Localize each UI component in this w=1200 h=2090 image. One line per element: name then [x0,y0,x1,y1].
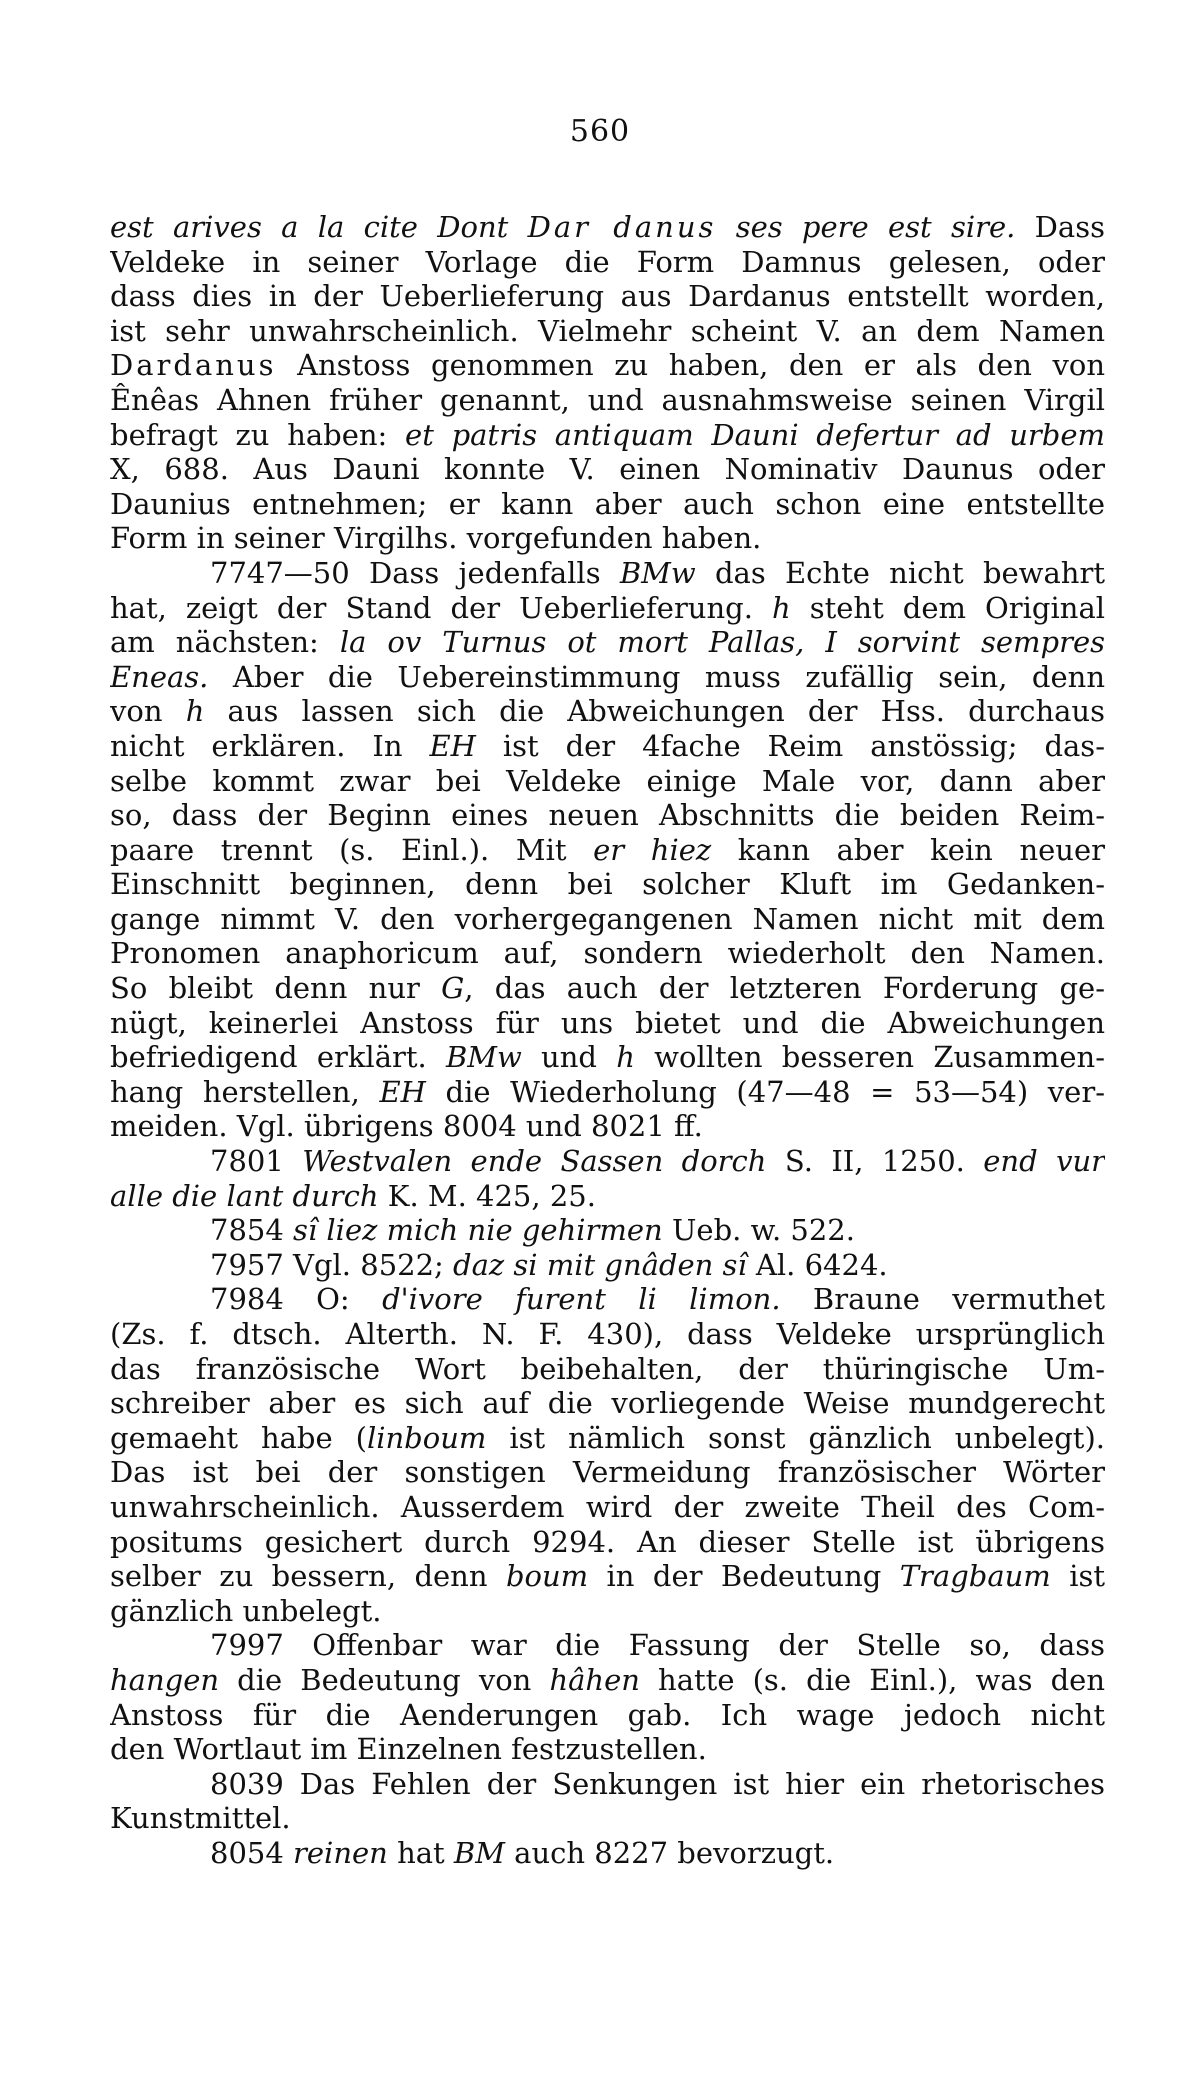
text-run: den Wortlaut im Einzelnen festzustellen. [110,1732,707,1767]
text-run: hatte (s. die Einl.), was den [639,1662,1105,1697]
text-line [110,1594,1105,1629]
text-run: 8039 Das Fehlen der Senkungen ist hier ein rhetorisches [210,1766,1105,1801]
text-line [110,383,1105,418]
text-run: 7957 Vgl. 8522; [210,1247,454,1282]
text-line [110,1386,1105,1421]
text-line [110,1767,1105,1802]
text-run: ist sehr unwahrscheinlich. Vielmehr scheint V. an dem Namen [110,313,1105,348]
italic-text: Tragbaum [899,1559,1051,1594]
text-line [110,521,1105,556]
text-line [110,660,1105,695]
text-run: das Echte nicht bewahrt [695,555,1105,590]
text-run: Form in seiner Virgilhs. vorgefunden haben. [110,521,762,556]
text-line [110,1698,1105,1733]
text-run: ist [1050,1559,1105,1594]
text-run: Braune vermuthet [780,1282,1105,1317]
commentary-text [110,210,1105,1871]
text-line [110,487,1105,522]
text-run: das französische Wort beibehalten, der thüringische Um- [110,1351,1105,1386]
text-run: kann aber kein neuer [711,832,1105,867]
text-line [110,1525,1105,1560]
text-run: (Zs. f. dtsch. Alterth. N. F. 430), dass Veldeke ursprünglich [110,1317,1105,1351]
text-run: gänzlich unbelegt. [110,1593,382,1628]
text-run: Dardanus [110,348,277,383]
italic-text: daz si mit gnâden sî [453,1247,747,1282]
text-run: So bleibt denn nur [110,971,442,1006]
text-line [110,798,1105,833]
text-run: Veldeke in seiner Vorlage die Form Damnus gelesen, oder [110,244,1105,279]
text-line [110,1317,1105,1352]
text-run: S. II, 1250. [766,1144,984,1179]
text-run: gange nimmt V. den vorhergegangenen Namen nicht mit dem [110,901,1105,936]
italic-text: h [185,694,205,729]
text-run: Anstoss genommen zu haben, den er als den von [276,348,1105,383]
text-line [110,1421,1105,1456]
text-run: die Wiederholung (47—48 = 53—54) ver- [425,1074,1105,1109]
italic-text: hangen [110,1662,220,1697]
text-run: selber zu bessern, denn [110,1559,506,1594]
text-line [110,1801,1105,1836]
italic-text: Westvalen ende Sassen dorch [302,1144,767,1179]
text-run: steht dem Original [790,590,1105,625]
italic-text: hâhen [549,1662,640,1697]
text-run: unwahrscheinlich. Ausserdem wird der zweite Theil des Com- [110,1489,1105,1524]
page-number: 560 [569,114,631,149]
text-line [110,971,1105,1006]
text-run: die Bedeutung von [219,1662,550,1697]
text-run: am nächsten: [110,625,340,660]
text-line [110,556,1105,591]
text-line [110,764,1105,799]
text-line [110,729,1105,764]
text-run: von [110,694,186,729]
text-run: und [521,1040,617,1075]
text-run: auch 8227 bevorzugt. [504,1835,835,1870]
text-run: nügt, keinerlei Anstoss für uns bietet und die Abweichungen [110,1005,1105,1040]
text-line [110,314,1105,349]
text-line [110,867,1105,902]
text-run: , das auch der letzteren Forderung ge- [464,971,1105,1006]
text-line [110,936,1105,971]
text-line [110,418,1105,453]
text-line [110,1628,1105,1663]
italic-text: Eneas. [110,659,209,694]
text-line [110,833,1105,868]
italic-text: EH [429,728,476,763]
text-run: aus lassen sich die Abweichungen der Hss. durchaus [204,694,1105,729]
text-run: Al. 6424. [746,1247,888,1282]
italic-text: la ov Turnus ot mort Pallas, I sorvint sempres [339,625,1105,660]
italic-text: G [441,971,465,1006]
text-run: hang herstellen, [110,1074,380,1109]
text-run: Daunius entnehmen; er kann aber auch schon eine entstellte [110,486,1105,521]
text-line [110,1559,1105,1594]
text-run: in der Bedeutung [588,1559,900,1594]
text-line [110,902,1105,937]
text-line [110,1836,1105,1871]
italic-text: Dar danus [527,210,717,244]
text-run: Kunstmittel. [110,1801,291,1836]
text-line [110,279,1105,314]
italic-text: BM [453,1835,505,1870]
italic-text: er hiez [593,832,712,867]
text-run: gemaeht habe ( [110,1420,367,1455]
text-run: 7854 [210,1213,294,1248]
text-run: positums gesichert durch 9294. An dieser Stelle ist übrigens [110,1524,1105,1559]
italic-text: BMw [445,1040,522,1075]
text-run: hat [387,1835,454,1870]
text-line [110,1352,1105,1387]
italic-text: et patris antiquam Dauni defertur ad urbem [405,417,1105,452]
text-run: meiden. Vgl. übrigens 8004 und 8021 ff. [110,1109,703,1144]
text-run: Anstoss für die Aenderungen gab. Ich wage jedoch nicht [110,1697,1105,1732]
text-run: wollten besseren Zusammen- [634,1040,1105,1075]
text-run: Einschnitt beginnen, denn bei solcher Kluft im Gedanken- [110,867,1105,902]
text-run: selbe kommt zwar bei Veldeke einige Male vor, dann aber [110,763,1105,798]
text-run: 7984 O: [210,1282,383,1317]
italic-text: EH [379,1074,426,1109]
text-run: 7747—50 Dass jedenfalls [210,555,620,590]
text-line [110,1455,1105,1490]
text-run: Ueb. w. 522. [662,1213,855,1248]
text-line [110,591,1105,626]
text-run: ist der 4fache Reim anstössig; das- [475,728,1105,763]
italic-text: boum [505,1559,589,1594]
italic-text: reinen [293,1835,388,1870]
text-line [110,1213,1105,1248]
text-line [110,245,1105,280]
text-line [110,1075,1105,1110]
text-line [110,210,1105,245]
text-line [110,1663,1105,1698]
text-run: X, 688. Aus Dauni konnte V. einen Nominativ Daunus oder [110,452,1105,487]
italic-text: h [771,590,791,625]
text-line [110,1282,1105,1317]
text-run: Das ist bei der sonstigen Vermeidung französischer Wörter [110,1455,1105,1490]
text-line [110,625,1105,660]
text-run: befriedigend erklärt. [110,1040,446,1075]
italic-text: est arives a la cite Dont [110,210,528,244]
italic-text: ses pere est sire. [716,210,1016,244]
text-run: so, dass der Beginn eines neuen Abschnitts die beiden Reim- [110,798,1105,833]
text-run: Dass [1015,210,1105,244]
italic-text: linboum [366,1420,487,1455]
italic-text: end vur [983,1144,1105,1179]
text-run: Pronomen anaphoricum auf, sondern wiederholt den Namen. [110,936,1105,971]
text-line [110,1490,1105,1525]
italic-text: BMw [619,555,696,590]
text-run: dass dies in der Ueberlieferung aus Dardanus entstellt worden, [110,279,1105,314]
italic-text: h [616,1040,635,1075]
text-line [110,452,1105,487]
text-line [110,1109,1105,1144]
text-line [110,694,1105,729]
text-run: 8054 [210,1835,294,1870]
text-run: paare trennt (s. Einl.). Mit [110,832,594,867]
text-line [110,1006,1105,1041]
italic-text: sî liez mich nie gehirmen [293,1213,663,1248]
text-run: hat, zeigt der Stand der Ueberlieferung. [110,590,772,625]
text-run: nicht erklären. In [110,728,430,763]
text-line [110,1179,1105,1214]
text-run: 7997 Offenbar war die Fassung der Stelle so, dass [210,1628,1105,1663]
text-run: K. M. 425, 25. [378,1178,596,1213]
text-line [110,1732,1105,1767]
text-run: 7801 [210,1144,303,1179]
text-run: schreiber aber es sich auf die vorliegende Weise mundgerecht [110,1386,1105,1421]
text-line [110,1248,1105,1283]
text-run: Ênêas Ahnen früher genannt, und ausnahmsweise seinen Virgil [110,382,1105,417]
italic-text: alle die lant durch [110,1178,379,1213]
text-line [110,348,1105,383]
text-run: Aber die Uebereinstimmung muss zufällig sein, denn [208,659,1105,694]
text-run: ist nämlich sonst gänzlich unbelegt). [486,1420,1105,1455]
italic-text: d'ivore furent li limon. [382,1282,781,1317]
text-run: befragt zu haben: [110,417,406,452]
text-line [110,1040,1105,1075]
text-line [110,1144,1105,1179]
